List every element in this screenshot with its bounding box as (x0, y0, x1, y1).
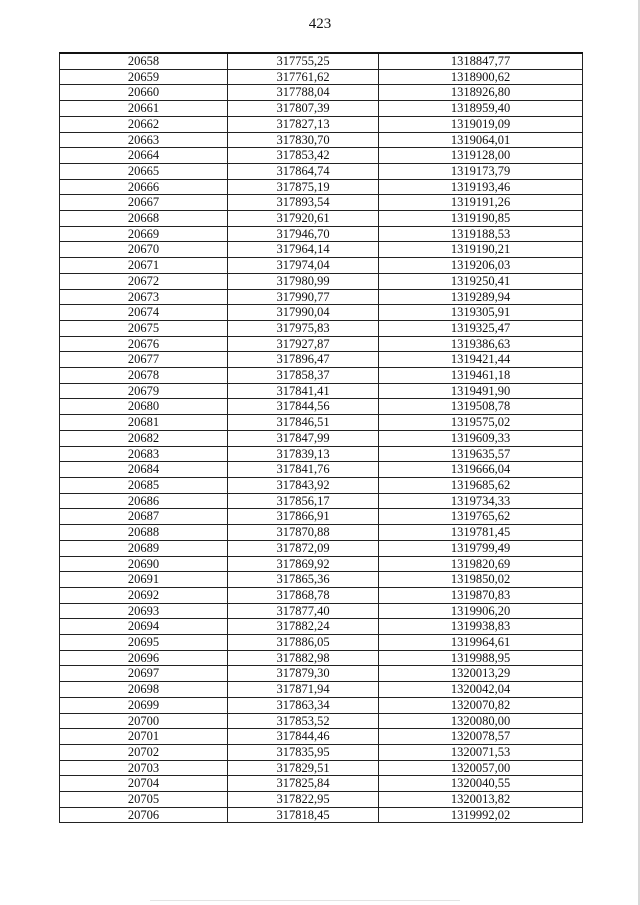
x-coordinate-cell: 317886,05 (228, 635, 379, 651)
table-row (60, 195, 583, 211)
x-coordinate-cell: 317879,30 (228, 666, 379, 682)
table-row (60, 666, 583, 682)
point-number-cell: 20675 (60, 320, 228, 336)
table-row (60, 729, 583, 745)
point-number-cell: 20703 (60, 760, 228, 776)
table-row (60, 211, 583, 227)
x-coordinate-cell: 317946,70 (228, 226, 379, 242)
y-coordinate-cell: 1319461,18 (379, 368, 583, 384)
point-number-cell: 20696 (60, 650, 228, 666)
point-number-cell: 20689 (60, 540, 228, 556)
point-number-cell: 20674 (60, 305, 228, 321)
point-number-cell: 20700 (60, 713, 228, 729)
y-coordinate-cell: 1319386,63 (379, 336, 583, 352)
y-coordinate-cell: 1319508,78 (379, 399, 583, 415)
x-coordinate-cell: 317841,41 (228, 383, 379, 399)
table-row (60, 792, 583, 808)
coordinates-table (59, 52, 583, 823)
table-row (60, 116, 583, 132)
x-coordinate-cell: 317835,95 (228, 744, 379, 760)
y-coordinate-cell: 1319305,91 (379, 305, 583, 321)
x-coordinate-cell: 317974,04 (228, 258, 379, 274)
x-coordinate-cell: 317839,13 (228, 446, 379, 462)
x-coordinate-cell: 317841,76 (228, 462, 379, 478)
coordinates-table-body (60, 53, 583, 823)
y-coordinate-cell: 1318900,62 (379, 69, 583, 85)
point-number-cell: 20678 (60, 368, 228, 384)
y-coordinate-cell: 1319988,95 (379, 650, 583, 666)
y-coordinate-cell: 1319173,79 (379, 163, 583, 179)
y-coordinate-cell: 1320013,82 (379, 792, 583, 808)
point-number-cell: 20664 (60, 148, 228, 164)
point-number-cell: 20692 (60, 587, 228, 603)
table-row (60, 242, 583, 258)
y-coordinate-cell: 1319938,83 (379, 619, 583, 635)
x-coordinate-cell: 317980,99 (228, 273, 379, 289)
table-row (60, 760, 583, 776)
y-coordinate-cell: 1319906,20 (379, 603, 583, 619)
y-coordinate-cell: 1320013,29 (379, 666, 583, 682)
table-row (60, 587, 583, 603)
table-row (60, 650, 583, 666)
y-coordinate-cell: 1319190,85 (379, 211, 583, 227)
x-coordinate-cell: 317856,17 (228, 493, 379, 509)
x-coordinate-cell: 317920,61 (228, 211, 379, 227)
point-number-cell: 20663 (60, 132, 228, 148)
page-number: 423 (308, 16, 332, 32)
y-coordinate-cell: 1319206,03 (379, 258, 583, 274)
point-number-cell: 20697 (60, 666, 228, 682)
table-row (60, 258, 583, 274)
table-row (60, 635, 583, 651)
x-coordinate-cell: 317893,54 (228, 195, 379, 211)
point-number-cell: 20705 (60, 792, 228, 808)
x-coordinate-cell: 317822,95 (228, 792, 379, 808)
y-coordinate-cell: 1319575,02 (379, 415, 583, 431)
y-coordinate-cell: 1318847,77 (379, 53, 583, 69)
point-number-cell: 20677 (60, 352, 228, 368)
point-number-cell: 20701 (60, 729, 228, 745)
point-number-cell: 20685 (60, 477, 228, 493)
point-number-cell: 20681 (60, 415, 228, 431)
table-row (60, 399, 583, 415)
y-coordinate-cell: 1319250,41 (379, 273, 583, 289)
y-coordinate-cell: 1319820,69 (379, 556, 583, 572)
table-row (60, 320, 583, 336)
table-row (60, 697, 583, 713)
x-coordinate-cell: 317896,47 (228, 352, 379, 368)
y-coordinate-cell: 1320057,00 (379, 760, 583, 776)
point-number-cell: 20669 (60, 226, 228, 242)
point-number-cell: 20686 (60, 493, 228, 509)
y-coordinate-cell: 1318959,40 (379, 101, 583, 117)
x-coordinate-cell: 317761,62 (228, 69, 379, 85)
table-row (60, 226, 583, 242)
y-coordinate-cell: 1319190,21 (379, 242, 583, 258)
x-coordinate-cell: 317882,98 (228, 650, 379, 666)
x-coordinate-cell: 317877,40 (228, 603, 379, 619)
point-number-cell: 20679 (60, 383, 228, 399)
x-coordinate-cell: 317847,99 (228, 430, 379, 446)
y-coordinate-cell: 1319799,49 (379, 540, 583, 556)
x-coordinate-cell: 317853,52 (228, 713, 379, 729)
point-number-cell: 20659 (60, 69, 228, 85)
y-coordinate-cell: 1320071,53 (379, 744, 583, 760)
table-row (60, 556, 583, 572)
point-number-cell: 20690 (60, 556, 228, 572)
table-row (60, 572, 583, 588)
x-coordinate-cell: 317869,92 (228, 556, 379, 572)
table-row (60, 352, 583, 368)
point-number-cell: 20673 (60, 289, 228, 305)
y-coordinate-cell: 1319992,02 (379, 807, 583, 823)
table-row (60, 85, 583, 101)
y-coordinate-cell: 1319188,53 (379, 226, 583, 242)
table-row (60, 446, 583, 462)
y-coordinate-cell: 1319421,44 (379, 352, 583, 368)
point-number-cell: 20682 (60, 430, 228, 446)
x-coordinate-cell: 317830,70 (228, 132, 379, 148)
y-coordinate-cell: 1319781,45 (379, 525, 583, 541)
x-coordinate-cell: 317864,74 (228, 163, 379, 179)
point-number-cell: 20693 (60, 603, 228, 619)
table-row (60, 807, 583, 823)
point-number-cell: 20699 (60, 697, 228, 713)
x-coordinate-cell: 317829,51 (228, 760, 379, 776)
y-coordinate-cell: 1319609,33 (379, 430, 583, 446)
table-row (60, 509, 583, 525)
x-coordinate-cell: 317843,92 (228, 477, 379, 493)
y-coordinate-cell: 1319635,57 (379, 446, 583, 462)
x-coordinate-cell: 317858,37 (228, 368, 379, 384)
y-coordinate-cell: 1319666,04 (379, 462, 583, 478)
x-coordinate-cell: 317788,04 (228, 85, 379, 101)
table-row (60, 368, 583, 384)
y-coordinate-cell: 1319491,90 (379, 383, 583, 399)
point-number-cell: 20662 (60, 116, 228, 132)
point-number-cell: 20688 (60, 525, 228, 541)
table-row (60, 415, 583, 431)
x-coordinate-cell: 317865,36 (228, 572, 379, 588)
table-row (60, 619, 583, 635)
y-coordinate-cell: 1320042,04 (379, 682, 583, 698)
y-coordinate-cell: 1319850,02 (379, 572, 583, 588)
point-number-cell: 20683 (60, 446, 228, 462)
x-coordinate-cell: 317818,45 (228, 807, 379, 823)
x-coordinate-cell: 317827,13 (228, 116, 379, 132)
point-number-cell: 20694 (60, 619, 228, 635)
point-number-cell: 20665 (60, 163, 228, 179)
x-coordinate-cell: 317875,19 (228, 179, 379, 195)
point-number-cell: 20691 (60, 572, 228, 588)
point-number-cell: 20704 (60, 776, 228, 792)
x-coordinate-cell: 317853,42 (228, 148, 379, 164)
x-coordinate-cell: 317990,04 (228, 305, 379, 321)
point-number-cell: 20687 (60, 509, 228, 525)
y-coordinate-cell: 1319064,01 (379, 132, 583, 148)
table-row (60, 462, 583, 478)
table-row (60, 273, 583, 289)
table-row (60, 305, 583, 321)
point-number-cell: 20670 (60, 242, 228, 258)
point-number-cell: 20695 (60, 635, 228, 651)
x-coordinate-cell: 317975,83 (228, 320, 379, 336)
y-coordinate-cell: 1319019,09 (379, 116, 583, 132)
point-number-cell: 20676 (60, 336, 228, 352)
table-row (60, 336, 583, 352)
y-coordinate-cell: 1319128,00 (379, 148, 583, 164)
y-coordinate-cell: 1320040,55 (379, 776, 583, 792)
x-coordinate-cell: 317870,88 (228, 525, 379, 541)
x-coordinate-cell: 317844,56 (228, 399, 379, 415)
table-row (60, 179, 583, 195)
table-row (60, 132, 583, 148)
y-coordinate-cell: 1319193,46 (379, 179, 583, 195)
x-coordinate-cell: 317882,24 (228, 619, 379, 635)
x-coordinate-cell: 317866,91 (228, 509, 379, 525)
x-coordinate-cell: 317844,46 (228, 729, 379, 745)
point-number-cell: 20661 (60, 101, 228, 117)
y-coordinate-cell: 1319734,33 (379, 493, 583, 509)
table-row (60, 525, 583, 541)
point-number-cell: 20698 (60, 682, 228, 698)
x-coordinate-cell: 317755,25 (228, 53, 379, 69)
x-coordinate-cell: 317846,51 (228, 415, 379, 431)
table-row (60, 69, 583, 85)
point-number-cell: 20666 (60, 179, 228, 195)
point-number-cell: 20660 (60, 85, 228, 101)
table-row (60, 540, 583, 556)
y-coordinate-cell: 1320080,00 (379, 713, 583, 729)
x-coordinate-cell: 317807,39 (228, 101, 379, 117)
table-row (60, 682, 583, 698)
x-coordinate-cell: 317872,09 (228, 540, 379, 556)
table-row (60, 53, 583, 69)
point-number-cell: 20684 (60, 462, 228, 478)
point-number-cell: 20680 (60, 399, 228, 415)
table-row (60, 477, 583, 493)
x-coordinate-cell: 317964,14 (228, 242, 379, 258)
y-coordinate-cell: 1319765,62 (379, 509, 583, 525)
point-number-cell: 20706 (60, 807, 228, 823)
table-row (60, 603, 583, 619)
y-coordinate-cell: 1318926,80 (379, 85, 583, 101)
table-row (60, 289, 583, 305)
point-number-cell: 20668 (60, 211, 228, 227)
table-row (60, 713, 583, 729)
table-row (60, 744, 583, 760)
point-number-cell: 20667 (60, 195, 228, 211)
table-row (60, 776, 583, 792)
y-coordinate-cell: 1319870,83 (379, 587, 583, 603)
table-row (60, 493, 583, 509)
y-coordinate-cell: 1319964,61 (379, 635, 583, 651)
y-coordinate-cell: 1319289,94 (379, 289, 583, 305)
scan-artifact-line (150, 900, 460, 901)
table-row (60, 148, 583, 164)
y-coordinate-cell: 1320070,82 (379, 697, 583, 713)
x-coordinate-cell: 317825,84 (228, 776, 379, 792)
x-coordinate-cell: 317868,78 (228, 587, 379, 603)
table-row (60, 383, 583, 399)
table-row (60, 101, 583, 117)
x-coordinate-cell: 317863,34 (228, 697, 379, 713)
point-number-cell: 20672 (60, 273, 228, 289)
y-coordinate-cell: 1320078,57 (379, 729, 583, 745)
x-coordinate-cell: 317990,77 (228, 289, 379, 305)
x-coordinate-cell: 317927,87 (228, 336, 379, 352)
table-row (60, 430, 583, 446)
point-number-cell: 20671 (60, 258, 228, 274)
table-row (60, 163, 583, 179)
y-coordinate-cell: 1319325,47 (379, 320, 583, 336)
y-coordinate-cell: 1319685,62 (379, 477, 583, 493)
point-number-cell: 20658 (60, 53, 228, 69)
point-number-cell: 20702 (60, 744, 228, 760)
y-coordinate-cell: 1319191,26 (379, 195, 583, 211)
x-coordinate-cell: 317871,94 (228, 682, 379, 698)
